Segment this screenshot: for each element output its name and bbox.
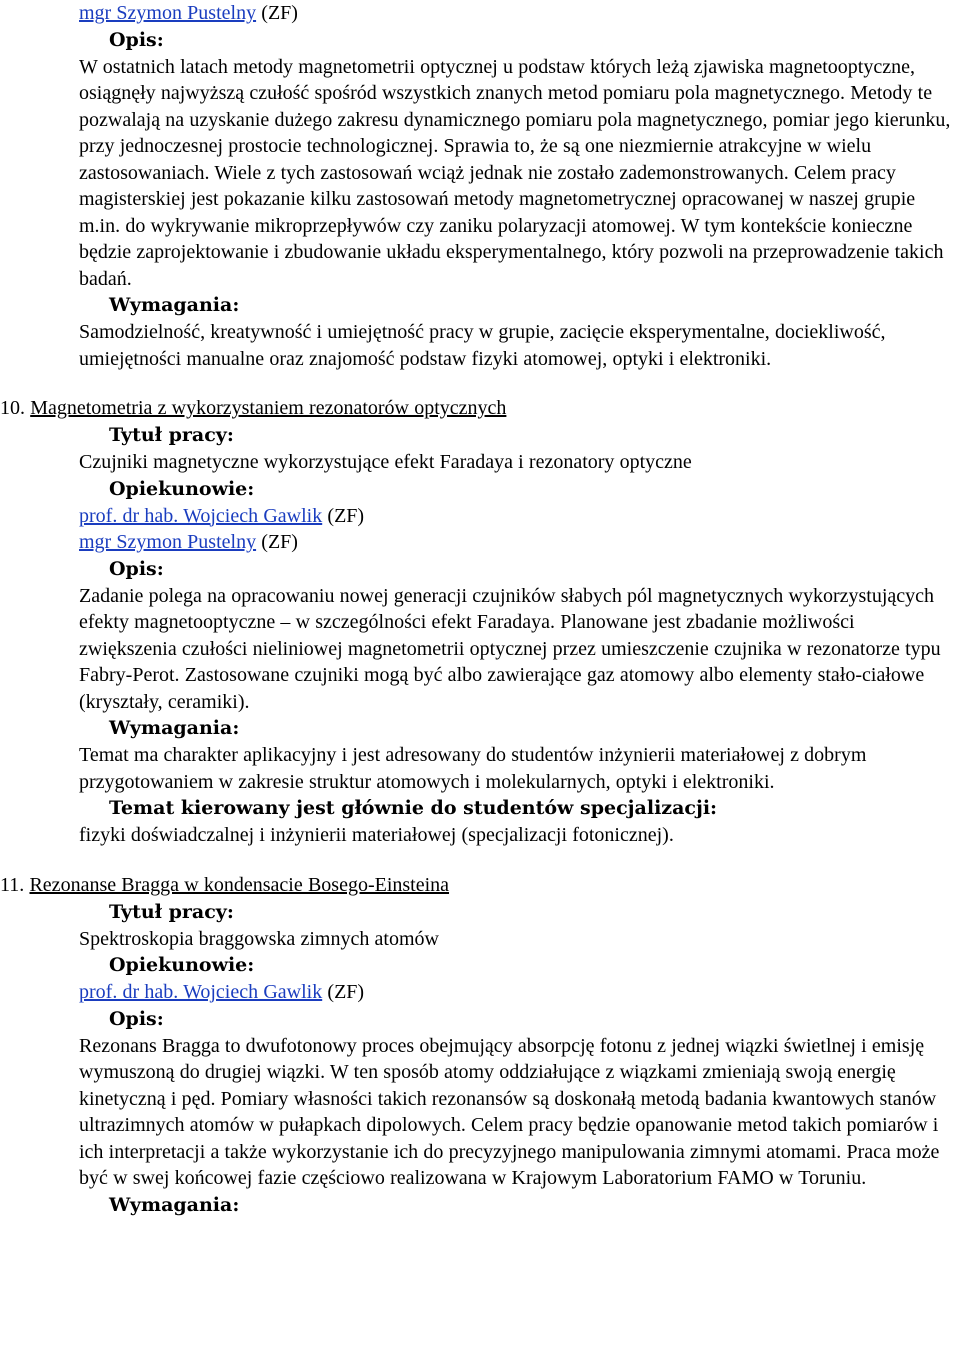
supervisor-line [79, 979, 957, 1006]
specialization-text: fizyki doświadczalnej i inżynierii materiałowej (specjalizacji fotonicznej). [79, 824, 674, 846]
requirements-text: Samodzielność, kreatywność i umiejętność pracy w grupie, zacięcie eksperymentalne, dociekliwość, umiejętności manualne oraz znajomość podstaw fizyki atomowej, optyki i elektroniki. [79, 321, 886, 370]
supervisor-line [79, 0, 957, 27]
opis-text: Zadanie polega na opracowaniu nowej generacji czujników słabych pól magnetycznych wykorzystujących efekty magnetooptyczne – w szczególności efekt Faradaya. Planowane jest zbadanie możliwości zwiększenia czułości nieliniowej magnetometrii optycznej przez umieszczenie czujnika w rezonatorze typu Fabry-Perot. Zastosowane czujniki mogą być albo zawierające gaz atomowy albo elementy stało-ciałowe (kryształy, ceramiki). [79, 584, 941, 713]
opis-label: Opis: [109, 28, 164, 51]
requirements-label: Wymagania: [109, 1193, 240, 1216]
supervisor-link[interactable]: prof. dr hab. Wojciech Gawlik [79, 981, 323, 1003]
requirements-label: Wymagania: [109, 717, 240, 739]
requirements-text: Temat ma charakter aplikacyjny i jest adresowany do studentów inżynierii materiałowej z dobrym przygotowaniem w zakresie struktur atomowych i molekularnych, optyki i elektroniki. [79, 744, 867, 793]
supervisor-link[interactable]: mgr Szymon Pustelny [79, 531, 257, 553]
topic-10-body [79, 422, 957, 849]
topic-9-continued [79, 0, 957, 372]
topic-11-title-line [0, 872, 957, 899]
supervisor-affiliation: (ZF) [322, 504, 365, 527]
thesis-title-label: Tytuł pracy: [109, 900, 234, 923]
topic-11-title-link[interactable]: Rezonanse Bragga w kondensacie Bosego-Einsteina [29, 873, 450, 896]
supervisors-label: Opiekunowie: [109, 954, 255, 976]
thesis-title-label: Tytuł pracy: [109, 424, 234, 446]
thesis-title: Czujniki magnetyczne wykorzystujące efekt Faradaya i rezonatory optyczne [79, 451, 692, 473]
topic-10-title-line [0, 395, 957, 422]
topic-11 [0, 872, 957, 1219]
thesis-title: Spektroskopia braggowska zimnych atomów [79, 927, 439, 950]
supervisor-affiliation: (ZF) [322, 981, 365, 1003]
supervisor-line [79, 529, 957, 556]
topic-10 [0, 395, 957, 849]
opis-text: Rezonans Bragga to dwufotonowy proces obejmujący absorpcję fotonu z jednej wiązki świetlnej i emisję wymuszoną do drugiej wiązki. W ten sposób atomy oddziałujące z wiązkami zmieniają swoją energię kinetyczną i pęd. Pomiary własności takich rezonansów są doskonałą metodą badania kwantowych stanów ultrazimnych atomów w pułapkach dipolowych. Celem pracy będzie opanowanie metod takich pomiarów i ich interpretacji a także wykorzystanie ich do precyzyjnego manipulowania zimnymi atomami. Praca może być w swej końcowej fazie częściowo realizowana w Krajowym Laboratorium FAMO w Toruniu. [79, 1034, 940, 1189]
section-gap [0, 849, 960, 872]
supervisor-affiliation: (ZF) [256, 531, 298, 553]
supervisor-affiliation: (ZF) [256, 2, 298, 24]
supervisor-link[interactable]: mgr Szymon Pustelny [79, 2, 257, 24]
section-gap [0, 372, 960, 395]
opis-label: Opis: [109, 557, 164, 580]
specialization-label: Temat kierowany jest głównie do studentów specjalizacji: [109, 797, 718, 819]
requirements-label: Wymagania: [109, 294, 240, 316]
supervisors-label: Opiekunowie: [109, 477, 255, 500]
supervisor-line [79, 503, 957, 530]
topic-10-number: 10. [0, 397, 31, 419]
opis-text: W ostatnich latach metody magnetometrii optycznej u podstaw których leżą zjawiska magnetooptyczne, osiągnęły najwyższą czułość spośród wszystkich znanych metod pomiaru pola magnetycznego. Metody te pozwalają na uzyskanie dużego zakresu dynamicznego pomiaru pola magnetycznego, pomiar jego kierunku, przy jednoczesnej prostocie technologicznej. Sprawia to, że są one niezmiernie atrakcyjne w wielu zastosowaniach. Wiele z tych zastosowań wciąż jednak nie zostało zademonstrowanych. Celem pracy magisterskiej jest pokazanie kilku zastosowań metody magnetometrycznej opracowanej w naszej grupie m.in. do wykrywanie mikroprzepływów czy zaniku polaryzacji atomowej. W tym kontekście konieczne będzie zaprojektowanie i zbudowanie układu eksperymentalnego, który pozwoli na przeprowadzenie takich badań. [79, 55, 951, 290]
topic-11-number: 11. [0, 873, 30, 896]
topic-10-title-link[interactable]: Magnetometria z wykorzystaniem rezonatorów optycznych [30, 397, 507, 419]
topic-11-body [79, 899, 957, 1219]
supervisor-link[interactable]: prof. dr hab. Wojciech Gawlik [79, 504, 323, 527]
opis-label: Opis: [109, 1007, 164, 1030]
